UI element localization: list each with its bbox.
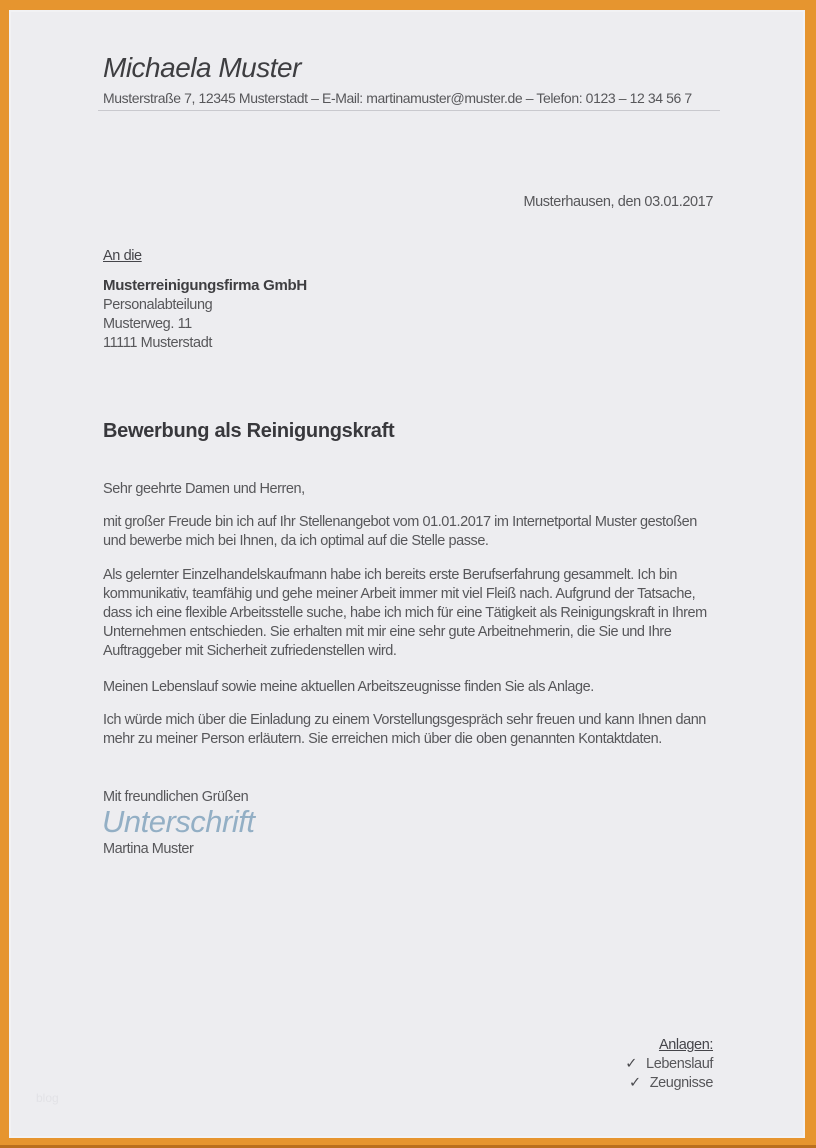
attachment-label: Lebenslauf [646,1056,713,1072]
recipient-salutation: An die [103,248,142,264]
sender-name: Michaela Muster [103,52,301,83]
sender-contact-line: Musterstraße 7, 12345 Musterstadt – E-Mail: martinamuster@muster.de – Telefon: 0123 – 12 34 56 7 [103,90,692,106]
recipient-company: Musterreinigungsfirma GmbH [103,277,307,294]
recipient-department: Personalabteilung [103,297,213,313]
body-paragraph: Meinen Lebenslauf sowie meine aktuellen Arbeitszeugnisse finden Sie als Anlage. [103,679,594,695]
body-paragraph: Als gelernter Einzelhandelskaufmann habe ich bereits erste Berufserfahrung gesammelt. Ich bin kommunikativ, teamfähig und gehe meiner Arbeit immer mit viel Fleiß nach. Aufgrund der Tatsache, dass ich eine flexible Arbeitsstelle suche, habe ich mich für eine Tätigkeit als Reinigungskraft in Ihrem Unternehmen entschieden. Sie erhalten mit mir eine sehr gute Arbeitnehmerin, die Sie und Ihre Auftraggeber mit Sicherheit zufriedenstellen wird. [103,567,707,659]
subject-line: Bewerbung als Reinigungskraft [103,420,395,442]
check-icon: ✓ [628,1075,641,1091]
watermark-text: blog [36,1091,59,1105]
recipient-street: Musterweg. 11 [103,316,192,332]
greeting-line: Sehr geehrte Damen und Herren, [103,481,305,497]
attachments-title: Anlagen: [658,1037,713,1053]
attachment-label: Zeugnisse [649,1075,713,1091]
closing-regards: Mit freundlichen Grüßen [103,789,249,805]
signature-name: Martina Muster [103,841,194,857]
attachment-item [625,1076,713,1091]
header-divider [98,110,720,111]
attachments-block [625,1037,713,1095]
body-paragraph: Ich würde mich über die Einladung zu einem Vorstellungsgespräch sehr freuen und kann Ihnen dann mehr zu meiner Person erläutern. Sie erreichen mich über die oben genannten Kontaktdaten. [103,712,706,747]
body-paragraph: mit großer Freude bin ich auf Ihr Stellenangebot vom 01.01.2017 im Internetportal Muster gestoßen und bewerbe mich bei Ihnen, da ich optimal auf die Stelle passe. [103,514,697,549]
recipient-address-block [103,248,307,355]
date-line: Musterhausen, den 03.01.2017 [523,194,713,210]
attachment-item [625,1057,713,1072]
signature-text: Unterschrift [102,804,255,839]
recipient-city: 11111 Musterstadt [103,335,212,351]
check-icon: ✓ [625,1056,638,1072]
